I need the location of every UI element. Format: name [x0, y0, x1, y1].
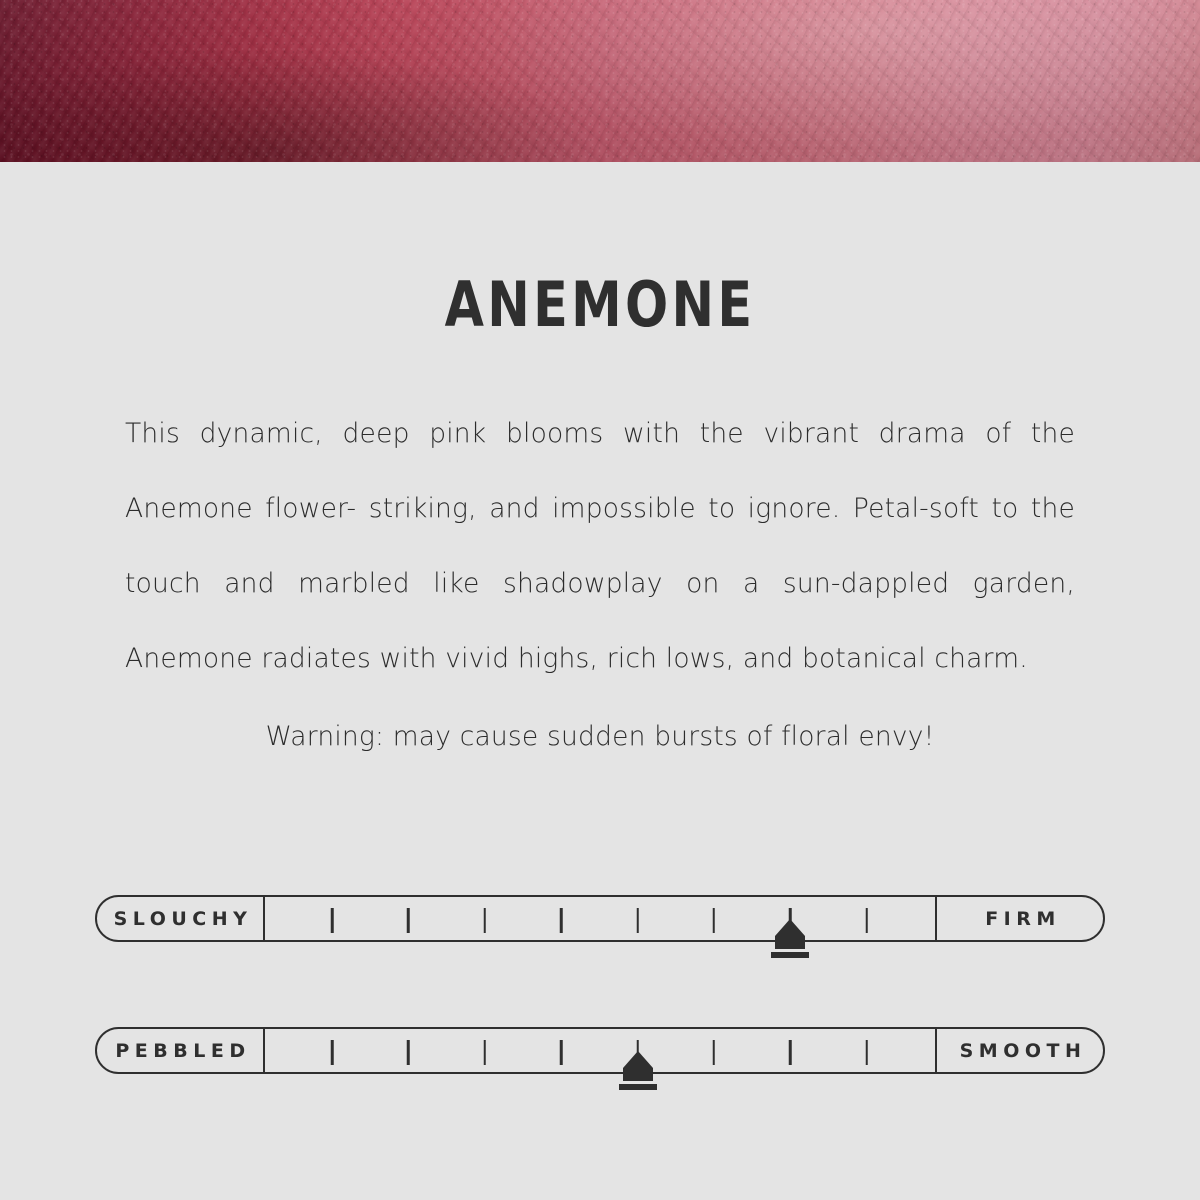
slider-tick [331, 1040, 334, 1065]
slider-thumb[interactable] [619, 1051, 657, 1090]
slider-thumb-pin [623, 1051, 653, 1068]
page-title: ANEMONE [444, 268, 756, 341]
swatch-grain-texture [0, 0, 1200, 162]
slider-tick [865, 908, 868, 933]
leather-swatch-image [0, 0, 1200, 162]
description-paragraph: This dynamic, deep pink blooms with the vibrant drama of the Anemone flower- striking, and impossible to ignore. Petal-soft to the touch and marbled like shadowplay on a sun-dappled garden, Anemone radiates with vivid highs, rich lows, and botanical charm. [125, 418, 1075, 674]
slider-ticks [265, 897, 935, 940]
slider-tick [407, 1040, 410, 1065]
slider-left-label: SLOUCHY [97, 897, 265, 940]
attribute-sliders [0, 895, 1200, 1159]
slider-thumb-body [775, 936, 805, 949]
slider-tick [789, 1040, 792, 1065]
slider-track[interactable] [95, 1027, 1105, 1074]
slider-right-label: SMOOTH [935, 1029, 1103, 1072]
slider-thumb-body [623, 1068, 653, 1081]
slider-tick [865, 1040, 868, 1065]
slider-tick [636, 908, 639, 933]
slider-structure[interactable] [95, 895, 1105, 967]
slider-tick [560, 908, 563, 933]
slider-thumb-pin [775, 919, 805, 936]
slider-right-label: FIRM [935, 897, 1103, 940]
slider-tick [560, 1040, 563, 1065]
description-warning: Warning: may cause sudden bursts of floral envy! [265, 721, 935, 752]
slider-tick [484, 908, 487, 933]
slider-tick [407, 908, 410, 933]
slider-tick [331, 908, 334, 933]
slider-left-label: PEBBLED [97, 1029, 265, 1072]
slider-tick [713, 1040, 716, 1065]
slider-thumb-base [771, 952, 809, 958]
slider-thumb[interactable] [771, 919, 809, 958]
card-content [0, 162, 1200, 774]
description-block [125, 336, 1075, 774]
slider-ticks [265, 1029, 935, 1072]
slider-tick [713, 908, 716, 933]
slider-thumb-base [619, 1084, 657, 1090]
slider-track[interactable] [95, 895, 1105, 942]
slider-tick [484, 1040, 487, 1065]
slider-texture[interactable] [95, 1027, 1105, 1099]
